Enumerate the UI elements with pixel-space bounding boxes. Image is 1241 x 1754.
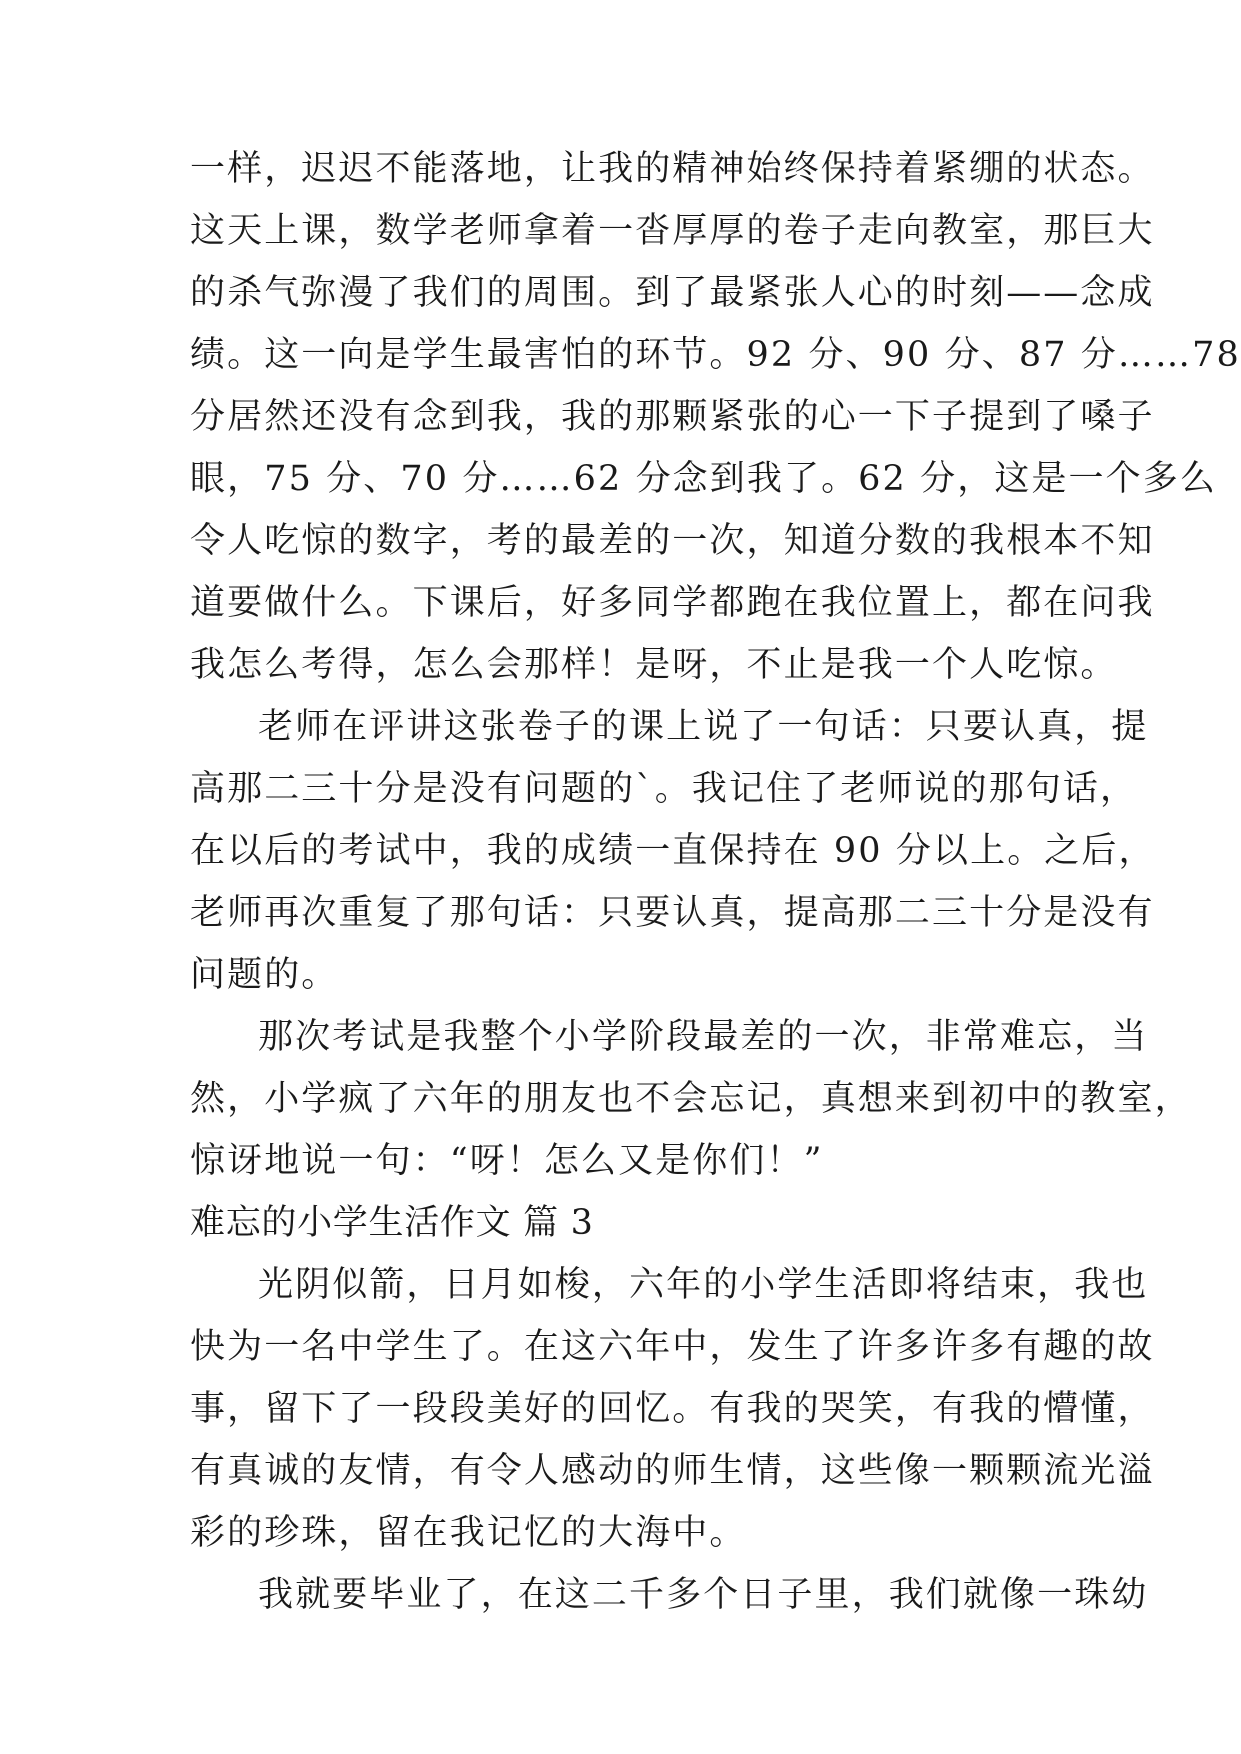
text-line: 然，小学疯了六年的朋友也不会忘记，真想来到初中的教室， (190, 1079, 1192, 1119)
text-line: 高那二三十分是没有问题的`。我记住了老师说的那句话， (190, 769, 1138, 809)
paragraph-start-line: 光阴似箭，日月如梭，六年的小学生活即将结束，我也 (258, 1265, 1149, 1305)
section-heading: 难忘的小学生活作文 篇 3 (190, 1203, 594, 1243)
text-line: 眼，75 分、70 分……62 分念到我了。62 分，这是一个多么 (190, 459, 1217, 499)
text-line: 事，留下了一段段美好的回忆。有我的哭笑，有我的懵懂， (190, 1389, 1155, 1429)
text-line: 道要做什么。下课后，好多同学都跑在我位置上，都在问我 (190, 583, 1155, 623)
text-line: 在以后的考试中，我的成绩一直保持在 90 分以上。之后， (190, 831, 1156, 871)
text-line: 惊讶地说一句：“呀！怎么又是你们！” (190, 1141, 824, 1181)
paragraph-start-line: 那次考试是我整个小学阶段最差的一次，非常难忘，当 (258, 1017, 1149, 1057)
text-line: 有真诚的友情，有令人感动的师生情，这些像一颗颗流光溢 (190, 1451, 1155, 1491)
text-line: 绩。这一向是学生最害怕的环节。92 分、90 分、87 分……78 (190, 335, 1241, 375)
paragraph-start-line: 老师在评讲这张卷子的课上说了一句话：只要认真，提 (258, 707, 1149, 747)
text-line: 彩的珍珠，留在我记忆的大海中。 (190, 1513, 747, 1553)
text-line: 问题的。 (190, 955, 339, 995)
paragraph-start-line: 我就要毕业了，在这二千多个日子里，我们就像一珠幼 (258, 1575, 1149, 1615)
text-line: 令人吃惊的数字，考的最差的一次，知道分数的我根本不知 (190, 521, 1155, 561)
text-line: 的杀气弥漫了我们的周围。到了最紧张人心的时刻——念成 (190, 273, 1155, 313)
text-line: 分居然还没有念到我，我的那颗紧张的心一下子提到了嗓子 (190, 397, 1155, 437)
text-line: 这天上课，数学老师拿着一沓厚厚的卷子走向教室，那巨大 (190, 211, 1155, 251)
text-line: 我怎么考得，怎么会那样！是呀，不止是我一个人吃惊。 (190, 645, 1118, 685)
text-line: 快为一名中学生了。在这六年中，发生了许多许多有趣的故 (190, 1327, 1155, 1367)
text-line: 老师再次重复了那句话：只要认真，提高那二三十分是没有 (190, 893, 1155, 933)
text-line: 一样，迟迟不能落地，让我的精神始终保持着紧绷的状态。 (190, 149, 1155, 189)
